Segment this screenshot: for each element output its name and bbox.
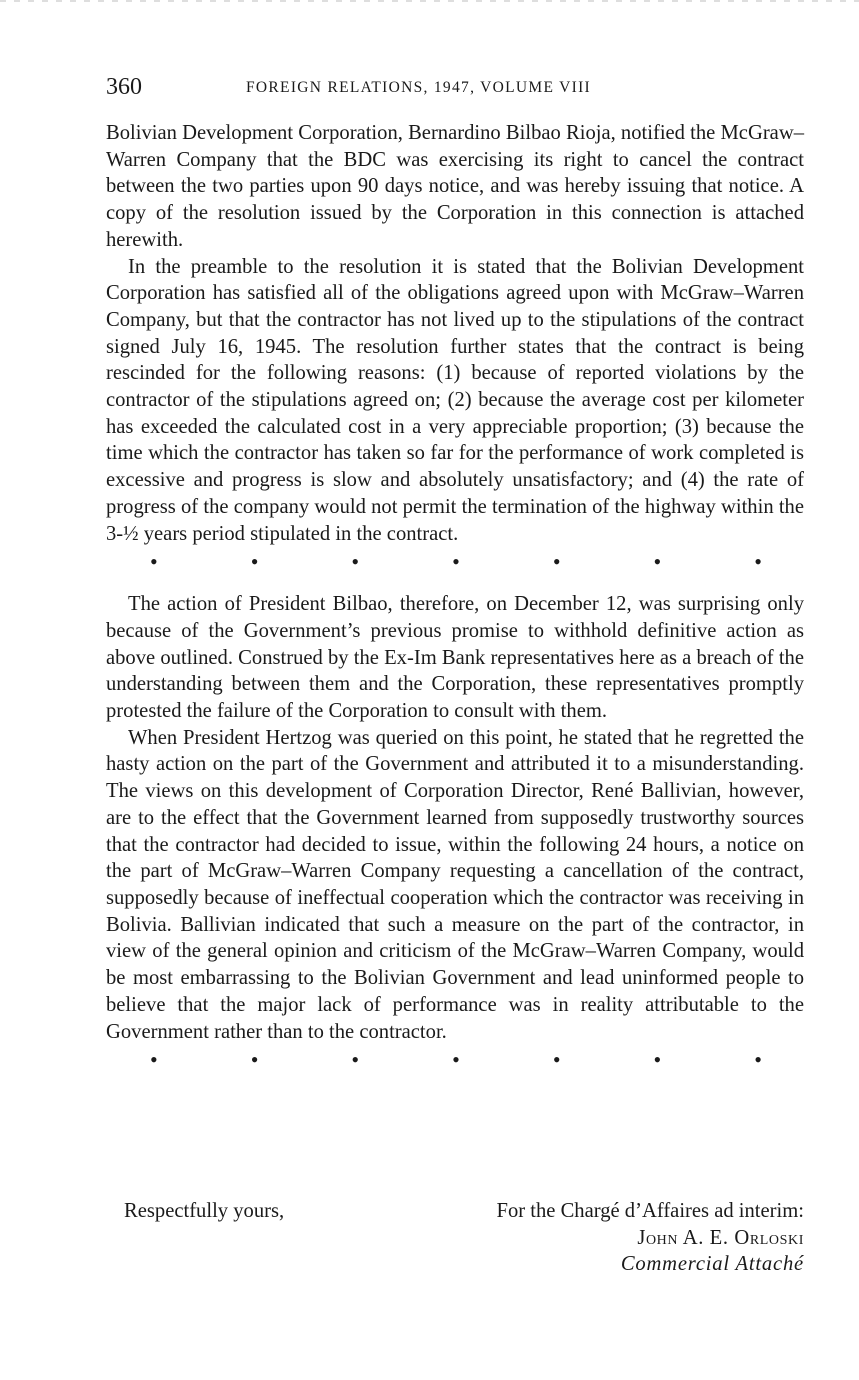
omission-dot: •: [653, 1047, 662, 1073]
omission-dots: [106, 549, 804, 581]
running-head: FOREIGN RELATIONS, 1947, VOLUME VIII: [246, 79, 592, 96]
signatory-capacity: For the Chargé d’Affaires ad interim:: [496, 1200, 804, 1222]
closing-salutation: Respectfully yours,: [124, 1200, 285, 1222]
omission-dot: •: [653, 549, 662, 575]
paragraph-continued: Bolivian Development Corporation, Bernardino Bilbao Rioja, notified the McGraw–Warren Company that the BDC was exercising its right to cancel the contract between the two parties upon 90 days notice, and was hereby issuing that notice. A copy of the resolution issued by the Corporation in this connection is attached herewith.: [106, 122, 804, 251]
scan-edge-artifact: [0, 0, 859, 2]
omission-dots: [106, 1047, 804, 1079]
omission-dot: •: [452, 549, 460, 575]
omission-dot: •: [552, 549, 561, 575]
paragraph-preamble: In the preamble to the resolution it is stated that the Bolivian Development Corporation has satisfied all of the obligations agreed upon with McGraw–Warren Company, but that the contractor has not lived up to the stipulations of the contract signed July 16, 1945. The resolution further states that the contract is being rescinded for the following reasons: (1) because of reported violations by the contractor of the stipulations agreed on; (2) because the average cost per kilometer has exceeded the calculated cost in a very appreciable proportion; (3) because the time which the contractor has taken so far for the performance of work completed is excessive and progress is slow and absolutely unsatisfactory; and (4) the rate of progress of the company would not permit the termination of the highway within the 3-½ years period stipulated in the contract.: [106, 255, 804, 545]
omission-dot: •: [150, 1047, 158, 1073]
omission-dot: •: [250, 1047, 259, 1073]
omission-dot: •: [351, 1047, 360, 1073]
omission-dot: •: [452, 1047, 460, 1073]
page-header: [106, 72, 804, 104]
paragraph-hertzog-query: When President Hertzog was queried on this point, he stated that he regretted the hasty action on the part of the Government and attributed it to a misunderstanding. The views on this development of Corporation Director, René Ballivian, however, are to the effect that the Government learned from supposedly trustworthy sources that the contractor had decided to issue, within the following 24 hours, a notice on the part of McGraw–Warren Company requesting a cancellation of the contract, supposedly because of ineffectual cooperation which the contractor was receiving in Bolivia. Ballivian indicated that such a measure on the part of the contractor, in view of the general opinion and criticism of the McGraw–Warren Company, would be most embarrassing to the Bolivian Government and lead uninformed people to believe that the major lack of performance was in reality attributable to the Government rather than to the contractor.: [106, 726, 804, 1043]
document-body: [106, 120, 804, 1089]
paragraph-bilbao-action: The action of President Bilbao, therefore, on December 12, was surprising only because of the Government’s previous promise to withhold definitive action as above outlined. Construed by the Ex-Im Bank representatives here as a breach of the understanding between them and the Corporation, these representatives promptly protested the failure of the Corporation to consult with them.: [106, 593, 804, 723]
signatory-name: John A. E. Orloski: [637, 1226, 804, 1249]
omission-dot: •: [754, 1047, 762, 1073]
omission-dot: •: [351, 549, 360, 575]
omission-dot: •: [250, 549, 259, 575]
page-number: 360: [106, 74, 142, 100]
omission-dot: •: [150, 549, 158, 575]
signatory-title: Commercial Attaché: [620, 1253, 804, 1276]
omission-dot: •: [754, 549, 762, 575]
signatory: [497, 1198, 805, 1278]
omission-dot: •: [552, 1047, 561, 1073]
